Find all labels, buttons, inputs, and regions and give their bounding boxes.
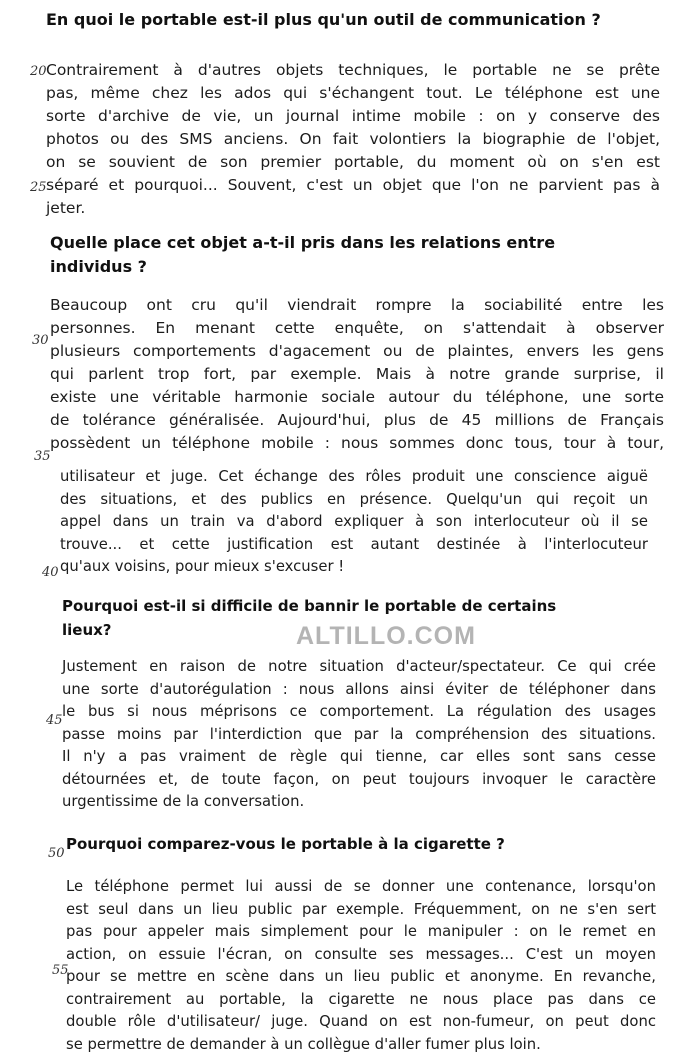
section-heading: En quoi le portable est-il plus qu'un outil de communication ?	[46, 10, 601, 29]
section-heading: Pourquoi est-il si difficile de bannir le portable de certains lieux?	[62, 597, 557, 639]
line-number: 45	[46, 713, 63, 728]
line-number: 30	[32, 333, 49, 348]
section-heading: Quelle place cet objet a-t-il pris dans les relations entre individus ?	[50, 233, 556, 276]
line-number: 55	[52, 963, 69, 978]
watermark: ALTILLO.COM	[296, 622, 476, 650]
section-paragraph: Le téléphone permet lui aussi de se donner une contenance, lorsqu'on est seul dans un lieu public par exemple. Fréquemment, on ne s'en sert pas pour appeler mais simplement pour le manipuler : on le remet en action, on essuie l'écran, on consulte ses messages... C'est un moyen pour se mettre en scène dans un lieu public et anonyme. En revanche, contrairement au portable, la cigarette ne nous place pas dans ce double rôle d'utilisateur/ juge. Quand on est non-fumeur, on peut donc se permettre de demander à un collègue d'aller fumer plus loin.	[66, 878, 656, 1053]
line-number: 20	[30, 64, 47, 79]
section-paragraph: Beaucoup ont cru qu'il viendrait rompre la sociabilité entre les personnes. En menant cette enquête, on s'attendait à observer plusieurs comportements d'agacement ou de plaintes, envers les gens qui parlent trop fort, par exemple. Mais à notre grande surprise, il existe une véritable harmonie sociale autour du téléphone, une sorte de tolérance généralisée. Aujourd'hui, plus de 45 millions de Français possèdent un téléphone mobile : nous sommes donc tous, tour à tour,	[50, 296, 664, 452]
section-paragraph-continued: utilisateur et juge. Cet échange des rôles produit une conscience aiguë des situations, et des publics en présence. Quelqu'un qui reçoit un appel dans un train va d'abord expliquer à son interlocuteur où il se trouve... et cette justification est autant destinée à l'interlocuteur qu'aux voisins, pour mieux s'excuser !	[60, 468, 648, 575]
line-number: 35	[34, 449, 51, 464]
section-heading: Pourquoi comparez-vous le portable à la cigarette ?	[66, 835, 505, 853]
line-number: 50	[48, 846, 65, 861]
line-number: 25	[30, 180, 47, 195]
line-number: 40	[42, 565, 59, 580]
section-paragraph: Contrairement à d'autres objets techniques, le portable ne se prête pas, même chez les ados qui s'échangent tout. Le téléphone est une sorte d'archive de vie, un journal intime mobile : on y conserve des photos ou des SMS anciens. On fait volontiers la biographie de l'objet, on se souvient de son premier portable, du moment où on s'en est séparé et pourquoi... Souvent, c'est un objet que l'on ne parvient pas à jeter.	[46, 61, 660, 217]
section-paragraph: Justement en raison de notre situation d'acteur/spectateur. Ce qui crée une sorte d'autorégulation : nous allons ainsi éviter de téléphoner dans le bus si nous méprisons ce comportement. La régulation des usages passe moins par l'interdiction que par la compréhension des situations. Il n'y a pas vraiment de règle qui tienne, car elles sont sans cesse détournées et, de toute façon, on peut toujours invoquer le caractère urgentissime de la conversation.	[62, 658, 656, 810]
